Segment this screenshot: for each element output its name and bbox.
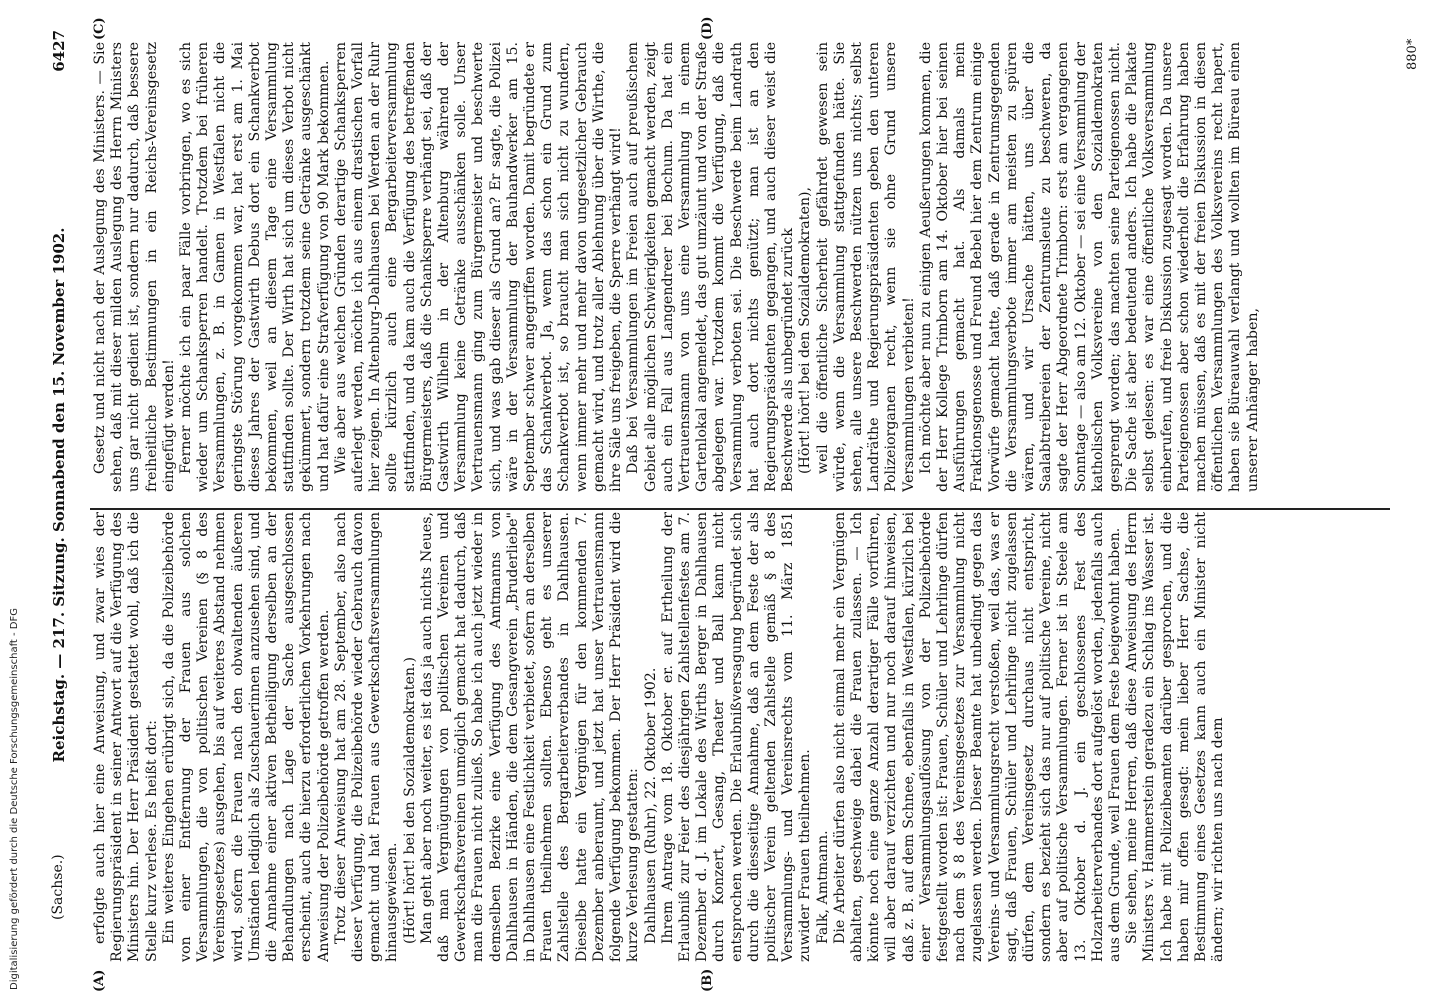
margin-marker-b: (B) (700, 968, 715, 992)
page-header (50, 30, 74, 960)
page-number-bottom: 880* (1405, 38, 1420, 70)
paragraph: Ich möchte aber nun zu einigen Aeußerungen kommen, die der Herr Kollege Trimborn am 14. Oktober hier bei seinen Ausführungen gemacht hat. Als damals mein Fraktionsgenosse und Freund Bebel hier dem Zentrum einige Vorwürfe gemacht hatte, daß gerade in Zentrumsgegenden die Versammlungsverbote immer am meisten zu spüren wären, und wir Ursache hätten, uns über die Saalabtreibereien der Zentrumsleute zu beschweren, da sagte der Herr Abgeordnete Trimborn: erst am vergangenen Sonntage — also am 12. Oktober — sei eine Versammlung der katholischen Volksvereine von den Sozialdemokraten gesprengt worden; das machten seine Parteigenossen nicht. Die Sache ist aber bedeutend anders. Ich habe die Plakate selbst gelesen: es war eine öffentliche Volksversammlung einberufen, und freie Diskussion zugesagt worden. Da unsere Parteigenossen aber schon wiederholt die Erfahrung haben machen müssen, daß es mit der freien Diskussion in diesen öffentlichen Versammlungen des Volksvereins recht hapert, haben sie Büreauwahl verlangt und wollten im Büreau einen unserer Anhänger haben, (917, 42, 1261, 492)
paragraph: Sie sehen, meine Herren, daß diese Anweisung des Herrn Ministers v. Hammerstein geradezu ein Schlag ins Wasser ist. Ich habe mit Polizeibeamten darüber gesprochen, und die haben mir offen gesagt: mein lieber Herr Sachse, die Bestimmung eines Gesetzes kann auch ein Minister nicht ändern; wir richten uns nach dem (1124, 512, 1227, 962)
paragraph: Gesetz und nicht nach der Auslegung des Ministers. — Sie sehen, daß mit dieser milden Auslegung des Herrn Ministers uns gar nicht gedient ist, sondern nur dadurch, daß bessere freiheitliche Bestimmungen in ein Reichs-Vereinsgesetz eingefügt werden! (92, 42, 177, 492)
text-column-left (92, 512, 1392, 962)
text-column-right (92, 42, 1392, 492)
paragraph: weil die öffentliche Sicherheit gefährdet gewesen sein würde, wenn die Versammlung stattgefunden hätte. Sie sehen, alle unsere Beschwerden nützen uns nichts; selbst Landräthe und Regierungspräsidenten geben den unteren Polizeiorganen recht, wenn sie ohne Grund unsere Versammlungen verbieten! (814, 42, 917, 492)
paragraph: Dahlhausen (Ruhr), 22. Oktober 1902. (642, 667, 659, 944)
digitization-credit: Digitalisierung gefördert durch die Deutsche Forschungsgemeinschaft - DFG (9, 607, 20, 990)
paragraph: Falk, Amtmann. (814, 830, 831, 944)
paragraph: Die Arbeiter dürfen also nicht einmal mehr ein Vergnügen abhalten, geschweige dabei die Frauen zulassen. — Ich könnte noch eine ganze Anzahl derartiger Fälle vorführen, will aber darauf verzichten und nur noch darauf hinweisen, daß z. B. auf dem Schnee, ebenfalls in Westfalen, kürzlich bei einer Versammlungsauflösung von der Polizeibehörde festgestellt worden ist: Frauen, Schüler und Lehrlinge dürfen nach dem § 8 des Vereinsgesetzes zur Versammlung nicht zugelassen werden. Dieser Beamte hat unbedingt gegen das Vereins- und Versammlungsrecht verstoßen, weil das, was er sagt, daß Frauen, Schüler und Lehrlinge nicht zugelassen dürfen, dem Vereinsgesetz durchaus nicht entspricht, sondern es bezieht sich das nur auf politische Vereine, nicht aber auf politische Versammlungen. Ferner ist in Steele am 13. Oktober d. J. ein geschlossenes Fest des Holzarbeiterverbandes dort aufgelöst worden, jedenfalls auch aus dem Grunde, weil Frauen dem Feste beigewohnt haben. (831, 512, 1123, 962)
speaker-name: (Sachse.) (50, 854, 66, 920)
paragraph: Daß bei Versammlungen im Freien auch auf preußischem Gebiet alle möglichen Schwierigkeiten gemacht werden, zeigt auch ein Fall aus Langendreer bei Bochum. Da hat ein Vertrauensmann von uns eine Versammlung in einem Gartenlokal angemeldet, das gut umzäunt und von der Straße abgelegen war. Trotzdem kommt die Verfügung, daß die Versammlung verboten sei. Die Beschwerde beim Landrath hat auch dort nichts genützt; man ist an den Regierungspräsidenten gegangen, und auch dieser weist die Beschwerde als unbegründet zurück (625, 42, 797, 492)
paragraph: Ferner möchte ich ein paar Fälle vorbringen, wo es sich wieder um Schanksperren handelt. Trotzdem bei früheren Versammlungen, z. B. in Gamen in Westfalen nicht die geringste Störung vorgekommen war, hat erst am 1. Mai dieses Jahres der Gastwirth Debus dort ein Schankverbot bekommen, weil an diesem Tage eine Versammlung stattfinden sollte. Der Wirth hat sich um dieses Verbot nicht gekümmert, sondern trotzdem seine Getränke ausgeschänkt und hat dafür eine Strafverfügung von 90 Mark bekommen. (178, 42, 332, 492)
paragraph: Trotz dieser Anweisung hat am 28. September, also nach dieser Verfügung, die Polizeibehörde wieder Gebrauch davon gemacht und hat Frauen aus Gewerkschaftsversammlungen hinausgewiesen. (332, 512, 401, 962)
margin-marker-c: (C) (92, 17, 107, 40)
margin-marker-d: (D) (700, 16, 715, 40)
paragraph: Ihrem Antrage vom 18. Oktober er. auf Ertheilung der Erlaubniß zur Feier des diesjährigen Zahlstellenfestes am 7. Dezember d. J. im Lokale des Wirths Berger in Dahlhausen durch Konzert, Gesang, Theater und Ball kann nicht entsprochen werden. Die Erlaubnißversagung begründet sich durch die diesseitige Annahme, daß an dem Feste der als politischer Verein geltenden Zahlstelle gemäß § 8 des Versammlungs- und Vereinsrechts vom 11. März 1851 zuwider Frauen theilnehmen. (659, 512, 814, 962)
column-divider (90, 508, 1390, 510)
paragraph: (Hört! hört! bei den Sozialdemokraten), (797, 186, 814, 474)
margin-marker-a: (A) (92, 969, 107, 992)
paragraph: Wie aber aus welchen Gründen derartige Schanksperren auferlegt werden, möchte ich aus einem drastischen Vorfall hier zeigen. In Altenburg-Dahlhausen bei Werden an der Ruhr sollte kürzlich auch eine Bergarbeiterversammlung stattfinden, und da kam auch die Verfügung des betreffenden Bürgermeisters, daß die Schanksperre verhängt sei, daß der Gastwirth Wilhelm in der Altenburg während der Versammlung keine Getränke ausschänken solle. Unser Vertrauensmann ging zum Bürgermeister und beschwerte sich, und was gab dieser als Grund an? Er sagte, die Polizei wäre in der Versammlung der Bauhandwerker am 15. September schwer angegriffen worden. Damit begründete er das Schankverbot. Ja, wenn das schon ein Grund zum Schankverbot ist, so braucht man sich nicht zu wundern, wenn immer mehr und mehr davon ungesetzlicher Gebrauch gemacht wird, und trotz aller Ablehnung über die Wirthe, die ihre Säle uns freigeben, die Sperre verhängt wird! (332, 42, 625, 492)
paragraph: Man geht aber noch weiter, es ist das ja auch nichts Neues, daß man Vergnügungen von politischen Vereinen und Gewerkschaftsvereinen unmöglich gemacht hat dadurch, daß man die Frauen nicht zuließ. So habe ich auch jetzt wieder in demselben Bezirke eine Verfügung des Amtmanns von Dahlhausen in Händen, die dem Gesangverein „Bruderliebe" in Dahlhausen eine Festlichkeit verbietet, sofern an derselben Frauen theilnehmen sollten. Ebenso geht es unserer Zahlstelle des Bergarbeiterverbandes in Dahlhausen. Dieselbe hatte ein Vergnügen für den kommenden 7. Dezember anberaumt, und jetzt hat unser Vertrauensmann folgende Verfügung bekommen. Der Herr Präsident wird die kurze Verlesung gestatten: (418, 512, 642, 962)
page-number-top: 6427 (50, 30, 68, 72)
paragraph: Ein weiteres Eingehen erübrigt sich, da die Polizeibehörde von einer Entfernung der Frauen aus solchen Versammlungen, die von politischen Vereinen (§ 8 des Vereinsgesetzes) ausgehen, bis auf weiteres Abstand nehmen wird, sofern die Frauen nach den obwaltenden äußeren Umständen lediglich als Zuschauerinnen anzusehen sind, und die Annahme einer aktiven Betheiligung derselben an der Behandlungen nach Lage der Sache ausgeschlossen erscheint, auch die hierzu erforderlichen Vorkehrungen nach Anweisung der Polizeibehörde getroffen werden. (160, 512, 332, 962)
running-title: Reichstag. — 217. Sitzung. Sonnabend den 15. November 1902. (50, 227, 68, 763)
paragraph: erfolgte auch hier eine Anweisung, und zwar wies der Regierungspräsident in seiner Antwort auf die Verfügung des Ministers hin. Der Herr Präsident gestattet wohl, daß ich die Stelle kurz verlese. Es heißt dort: (92, 512, 160, 962)
paragraph: (Hört! hört! bei den Sozialdemokraten.) (401, 656, 418, 944)
